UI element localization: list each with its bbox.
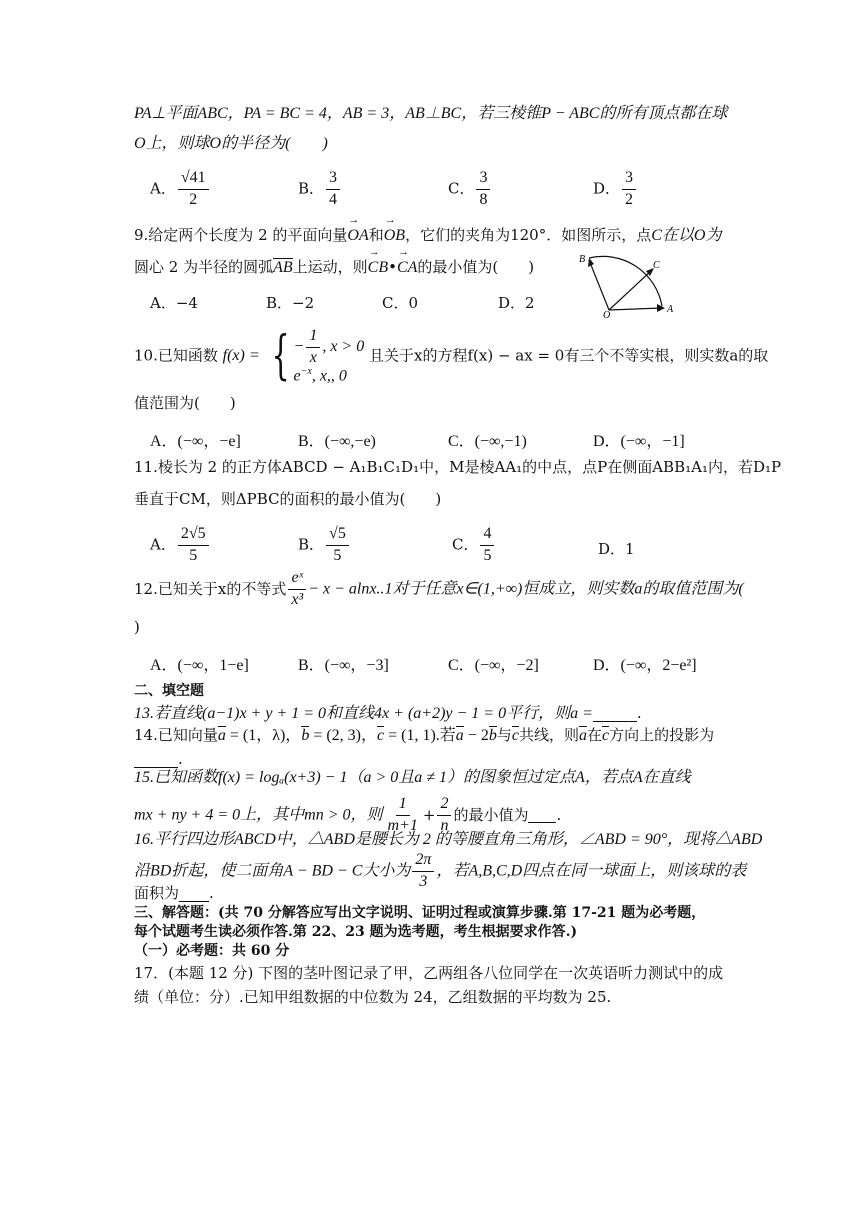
label-c: C (653, 260, 660, 271)
q12-option-b: B．(−∞，−3] (298, 657, 389, 674)
q11-option-c: C． $\frac{4}{5}$ (452, 526, 496, 565)
q9-line2: 圆心 2 为半径的圆弧AB上运动，则CB →•CA →的最小值为( ) (134, 260, 534, 276)
q16-line1: 16.平行四边形ABCD中，△ABD是腰长为 2 的等腰直角三角形，∠ABD = 90°，现将△ABD (134, 831, 763, 848)
q11-line1: 11.棱长为 2 的正方体ABCD − A₁B₁C₁D₁中，M是棱AA₁的中点，点P在侧面ABB₁A₁内，若D₁P (134, 458, 782, 476)
q10-option-b: B．(−∞,−e) (298, 433, 376, 450)
q14-line2: . (134, 752, 183, 768)
q11-option-a: A． $\frac{2√5}{5}$ (150, 526, 211, 565)
q12-line2: ) (134, 618, 140, 636)
vector-cb: CB → (368, 260, 388, 276)
vector-ca: CA → (397, 260, 417, 276)
q9-option-c: C．0 (382, 294, 419, 312)
q8-line2: O上，则球O的半径为( ) (134, 135, 328, 152)
q9-option-b: B．−2 (266, 294, 315, 312)
q16-line3: 面积为 . (134, 884, 214, 902)
q13: 13.若直线(a−1)x + y + 1 = 0和直线4x + (a+2)y − 1 = 0平行，则a = . (134, 704, 642, 722)
q12-option-a: A．(−∞，1−e] (150, 657, 249, 674)
q8-option-b: B． $\frac{3}{4}$ (298, 170, 342, 209)
q16-line2: 沿BD折起，使二面角A − BD − C大小为 $\frac{2\pi}{3}$ ，若A,B,C,D四点在同一球面上，则该球的表 (134, 851, 747, 890)
q12-option-c: C．(−∞，−2] (448, 657, 539, 674)
arc-ab-curve (589, 256, 662, 306)
q10-option-c: C．(−∞,−1) (448, 433, 527, 450)
q10-line2: 值范围为( ) (134, 394, 236, 412)
q8-option-c: C． $\frac{3}{8}$ (448, 170, 492, 209)
ray-oc (609, 270, 652, 310)
q11-option-d: D．1 (598, 540, 635, 558)
q15-line2: mx + ny + 4 = 0上，其中mn > 0，则 $\frac{1}{m+1}$ + $\frac{2}{n}$ 的最小值为 . (134, 795, 562, 834)
q14-line1: 14.已知向量a = (1，λ)，b = (2, 3)，c = (1, 1).若a − 2b与c共线，则a在c方向上的投影为 (134, 726, 715, 744)
q11-line2: 垂直于CM，则ΔPBC的面积的最小值为( ) (134, 490, 442, 508)
q17-line1: 17．(本题 12 分) 下图的茎叶图记录了甲，乙两组各八位同学在一次英语听力测试中的成 (134, 964, 724, 982)
q9-line1: 9.给定两个长度为 2 的平面向量OA →和OB →，它们的夹角为120°．如图所示，点C在以O为 (134, 228, 721, 244)
q11-option-b: B． $\frac{√5}{5}$ (298, 526, 351, 565)
section-solve-heading-line2: 每个试题考生读必须作答.第 22、23 题为选考题，考生根据要求作答.) (134, 924, 578, 940)
q8-option-d: D． $\frac{3}{2}$ (593, 170, 638, 209)
ray-ob (589, 260, 609, 310)
q10-option-d: D．(−∞，−1] (593, 433, 685, 450)
q12-line1: 12.已知关于x的不等式 $\frac{\text{eˣ}}{\text{x³}}$ − x − alnx..1对于任意x∈(1,+∞)恒成立，则实数a的取值范围为( (134, 569, 744, 608)
q10-line1: 10.已知函数 f(x) = { − $\frac{1}{x}$ , x > 0 $e^{-x}$, x,, 0 且关于x的方程f(x) − ax = 0有三个不等实根，则实数a的取 (134, 325, 769, 386)
ray-oa (609, 308, 662, 310)
vector-ob: OB → (384, 228, 405, 244)
q10-option-a: A．(−∞，−e] (150, 433, 241, 450)
label-a: A (667, 304, 674, 315)
q17-line2: 绩（单位：分）.已知甲组数据的中位数为 24，乙组数据的平均数为 25. (134, 988, 612, 1006)
section-solve-heading-line1: 三、解答题：(共 70 分解答应写出文字说明、证明过程或演算步骤.第 17-21 题为必考题， (134, 905, 706, 921)
q8-option-a: A． $\frac{√41}{2}$ (150, 170, 211, 209)
vector-oa: OA → (347, 228, 368, 244)
arc-ab: AB (273, 259, 293, 276)
section-fill-in-heading: 二、填空题 (134, 683, 204, 699)
arc-vector-figure (575, 250, 685, 320)
label-b: B (579, 254, 586, 265)
q8-line1: PA⊥平面ABC，PA = BC = 4，AB = 3，AB⊥BC，若三棱锥P − ABC的所有顶点都在球 (134, 105, 728, 122)
q12-option-d: D．(−∞，2−e²] (593, 657, 697, 674)
q9-option-a: A．−4 (150, 294, 198, 312)
label-o: O (603, 310, 611, 320)
section-required-heading: （一）必考题：共 60 分 (134, 943, 290, 959)
q9-option-d: D．2 (498, 294, 535, 312)
q15-line1: 15.已知函数f(x) = logₐ(x+3) − 1（a > 0且a ≠ 1）的图象恒过定点A，若点A在直线 (134, 769, 691, 786)
